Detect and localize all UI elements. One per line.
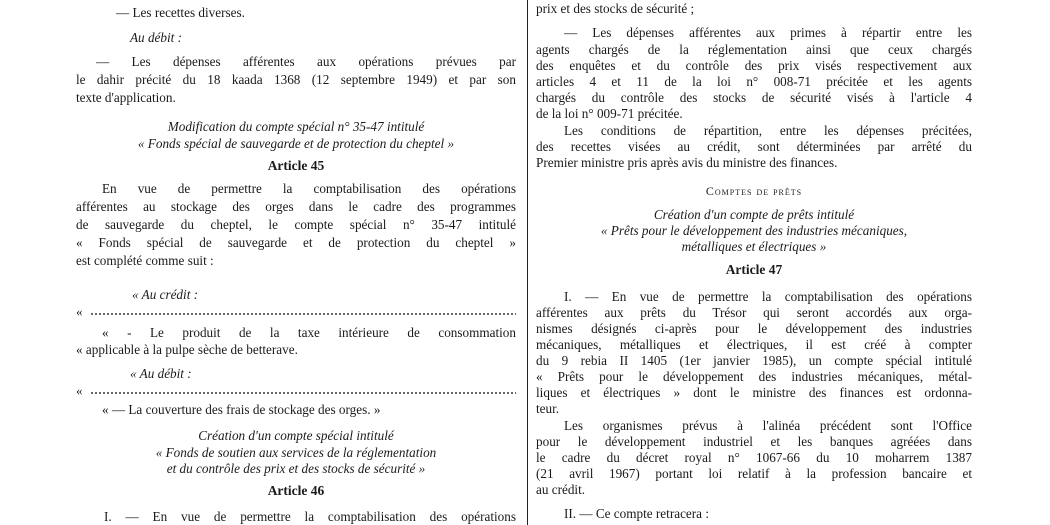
title-line: Création d'un compte spécial intitulé — [198, 428, 394, 443]
title-line: « Fonds de soutien aux services de la réglementation — [155, 445, 437, 460]
column-divider — [527, 0, 528, 525]
right-line-compte-retracera: II. — Ce compte retracera : — [564, 506, 709, 521]
text-line: de sauvegarde du cheptel, le compte spécial n° 35-47 intitulé — [76, 217, 516, 232]
text-line: (21 avril 1967) portant loi relatif à la profession bancaire et — [536, 466, 972, 481]
left-line-article-46: I. — En vue de permettre la comptabilisation des opérations — [104, 509, 516, 524]
text-line: « Prêts pour le développement des industries mécaniques, métal- — [536, 369, 972, 384]
article-45-heading: Article 45 — [267, 158, 325, 173]
text-line: — Les dépenses afférentes aux primes à répartir entre les — [564, 25, 972, 40]
dot-leader — [90, 392, 516, 394]
au-credit-heading: « Au crédit : — [132, 287, 199, 302]
au-debit-heading: « Au débit : — [130, 366, 192, 381]
text-line: liques et électriques » dont le ministre des finances est ordonna- — [536, 385, 972, 400]
text-line: du 9 rebia II 1405 (1er janvier 1985), un compte spécial intitulé — [536, 353, 972, 368]
text-line: I. — En vue de permettre la comptabilisation des opérations — [564, 289, 972, 304]
text-line: mécaniques, métalliques et électriques, il est créé à compter — [536, 337, 972, 352]
text-line: « Fonds spécial de sauvegarde et de protection du cheptel » — [76, 235, 516, 250]
dot-leader — [90, 313, 516, 315]
text-line: le cadre du décret royal n° 1067-66 du 10 moharrem 1387 — [536, 450, 972, 465]
title-line: et du contrôle des prix et des stocks de sécurité » — [166, 461, 426, 476]
text-line: texte d'application. — [76, 90, 176, 105]
text-line: le dahir précité du 18 kaada 1368 (12 septembre 1949) et par son — [76, 72, 516, 87]
section-comptes-de-prets: Comptes de prêts — [705, 184, 803, 198]
text-line: de la loi n° 009-71 précitée. — [536, 106, 683, 121]
title-line: Modification du compte spécial n° 35-47 intitulé — [167, 119, 425, 134]
text-line: chargés du contrôle des stocks de sécurité visés à l'article 4 — [536, 90, 972, 105]
text-line: Les conditions de répartition, entre les dépenses précitées, — [564, 123, 972, 138]
quote-mark: « — [76, 383, 83, 398]
title-line: Création d'un compte de prêts intitulé — [653, 207, 855, 222]
title-line: métalliques et électriques » — [681, 239, 827, 254]
title-line: « Prêts pour le développement des industries mécaniques, — [600, 223, 908, 238]
text-line: articles 4 et 11 de la loi n° 008-71 précitée et les agents — [536, 74, 972, 89]
credit-dotted-line — [76, 304, 516, 321]
text-line: Premier ministre pris après avis du ministre des finances. — [536, 155, 838, 170]
text-line: nismes désignés ci-après pour le développement des industries — [536, 321, 972, 336]
article-46-heading: Article 46 — [267, 483, 325, 498]
text-line: des enquêtes et du contrôle des prix visés respectivement aux — [536, 58, 972, 73]
text-line: pour le développement industriel et les banques agréées dans — [536, 434, 972, 449]
left-line-couverture: « — La couverture des frais de stockage des orges. » — [102, 402, 381, 417]
text-line: — Les dépenses afférentes aux opérations prévues par — [96, 54, 516, 69]
left-au-debit-heading: Au débit : — [130, 30, 183, 45]
text-line: des recettes visées au crédit, sont déterminées par arrêté du — [536, 139, 972, 154]
text-line: En vue de permettre la comptabilisation des opérations — [102, 181, 516, 196]
article-47-heading: Article 47 — [725, 262, 783, 277]
text-line: afférentes aux prêts du Trésor qui seront accordés aux orga- — [536, 305, 972, 320]
text-line: Les organismes prévus à l'alinéa précédent sont l'Office — [564, 418, 972, 433]
text-line: « applicable à la pulpe sèche de betterave. — [76, 342, 298, 357]
text-line: afférentes au stockage des orges dans le cadre des programmes — [76, 199, 516, 214]
text-line: « - Le produit de la taxe intérieure de consommation — [102, 325, 516, 340]
text-line: est complété comme suit : — [76, 253, 214, 268]
text-line: teur. — [536, 401, 560, 416]
text-line: au crédit. — [536, 482, 586, 497]
debit-dotted-line — [76, 383, 516, 400]
quote-mark: « — [76, 304, 83, 319]
right-line-prix: prix et des stocks de sécurité ; — [536, 1, 695, 16]
text-line: agents chargés de la réglementation ainsi que ceux chargés — [536, 42, 972, 57]
title-line: « Fonds spécial de sauvegarde et de protection du cheptel » — [137, 136, 455, 151]
left-line-recettes-diverses: — Les recettes diverses. — [116, 5, 245, 20]
